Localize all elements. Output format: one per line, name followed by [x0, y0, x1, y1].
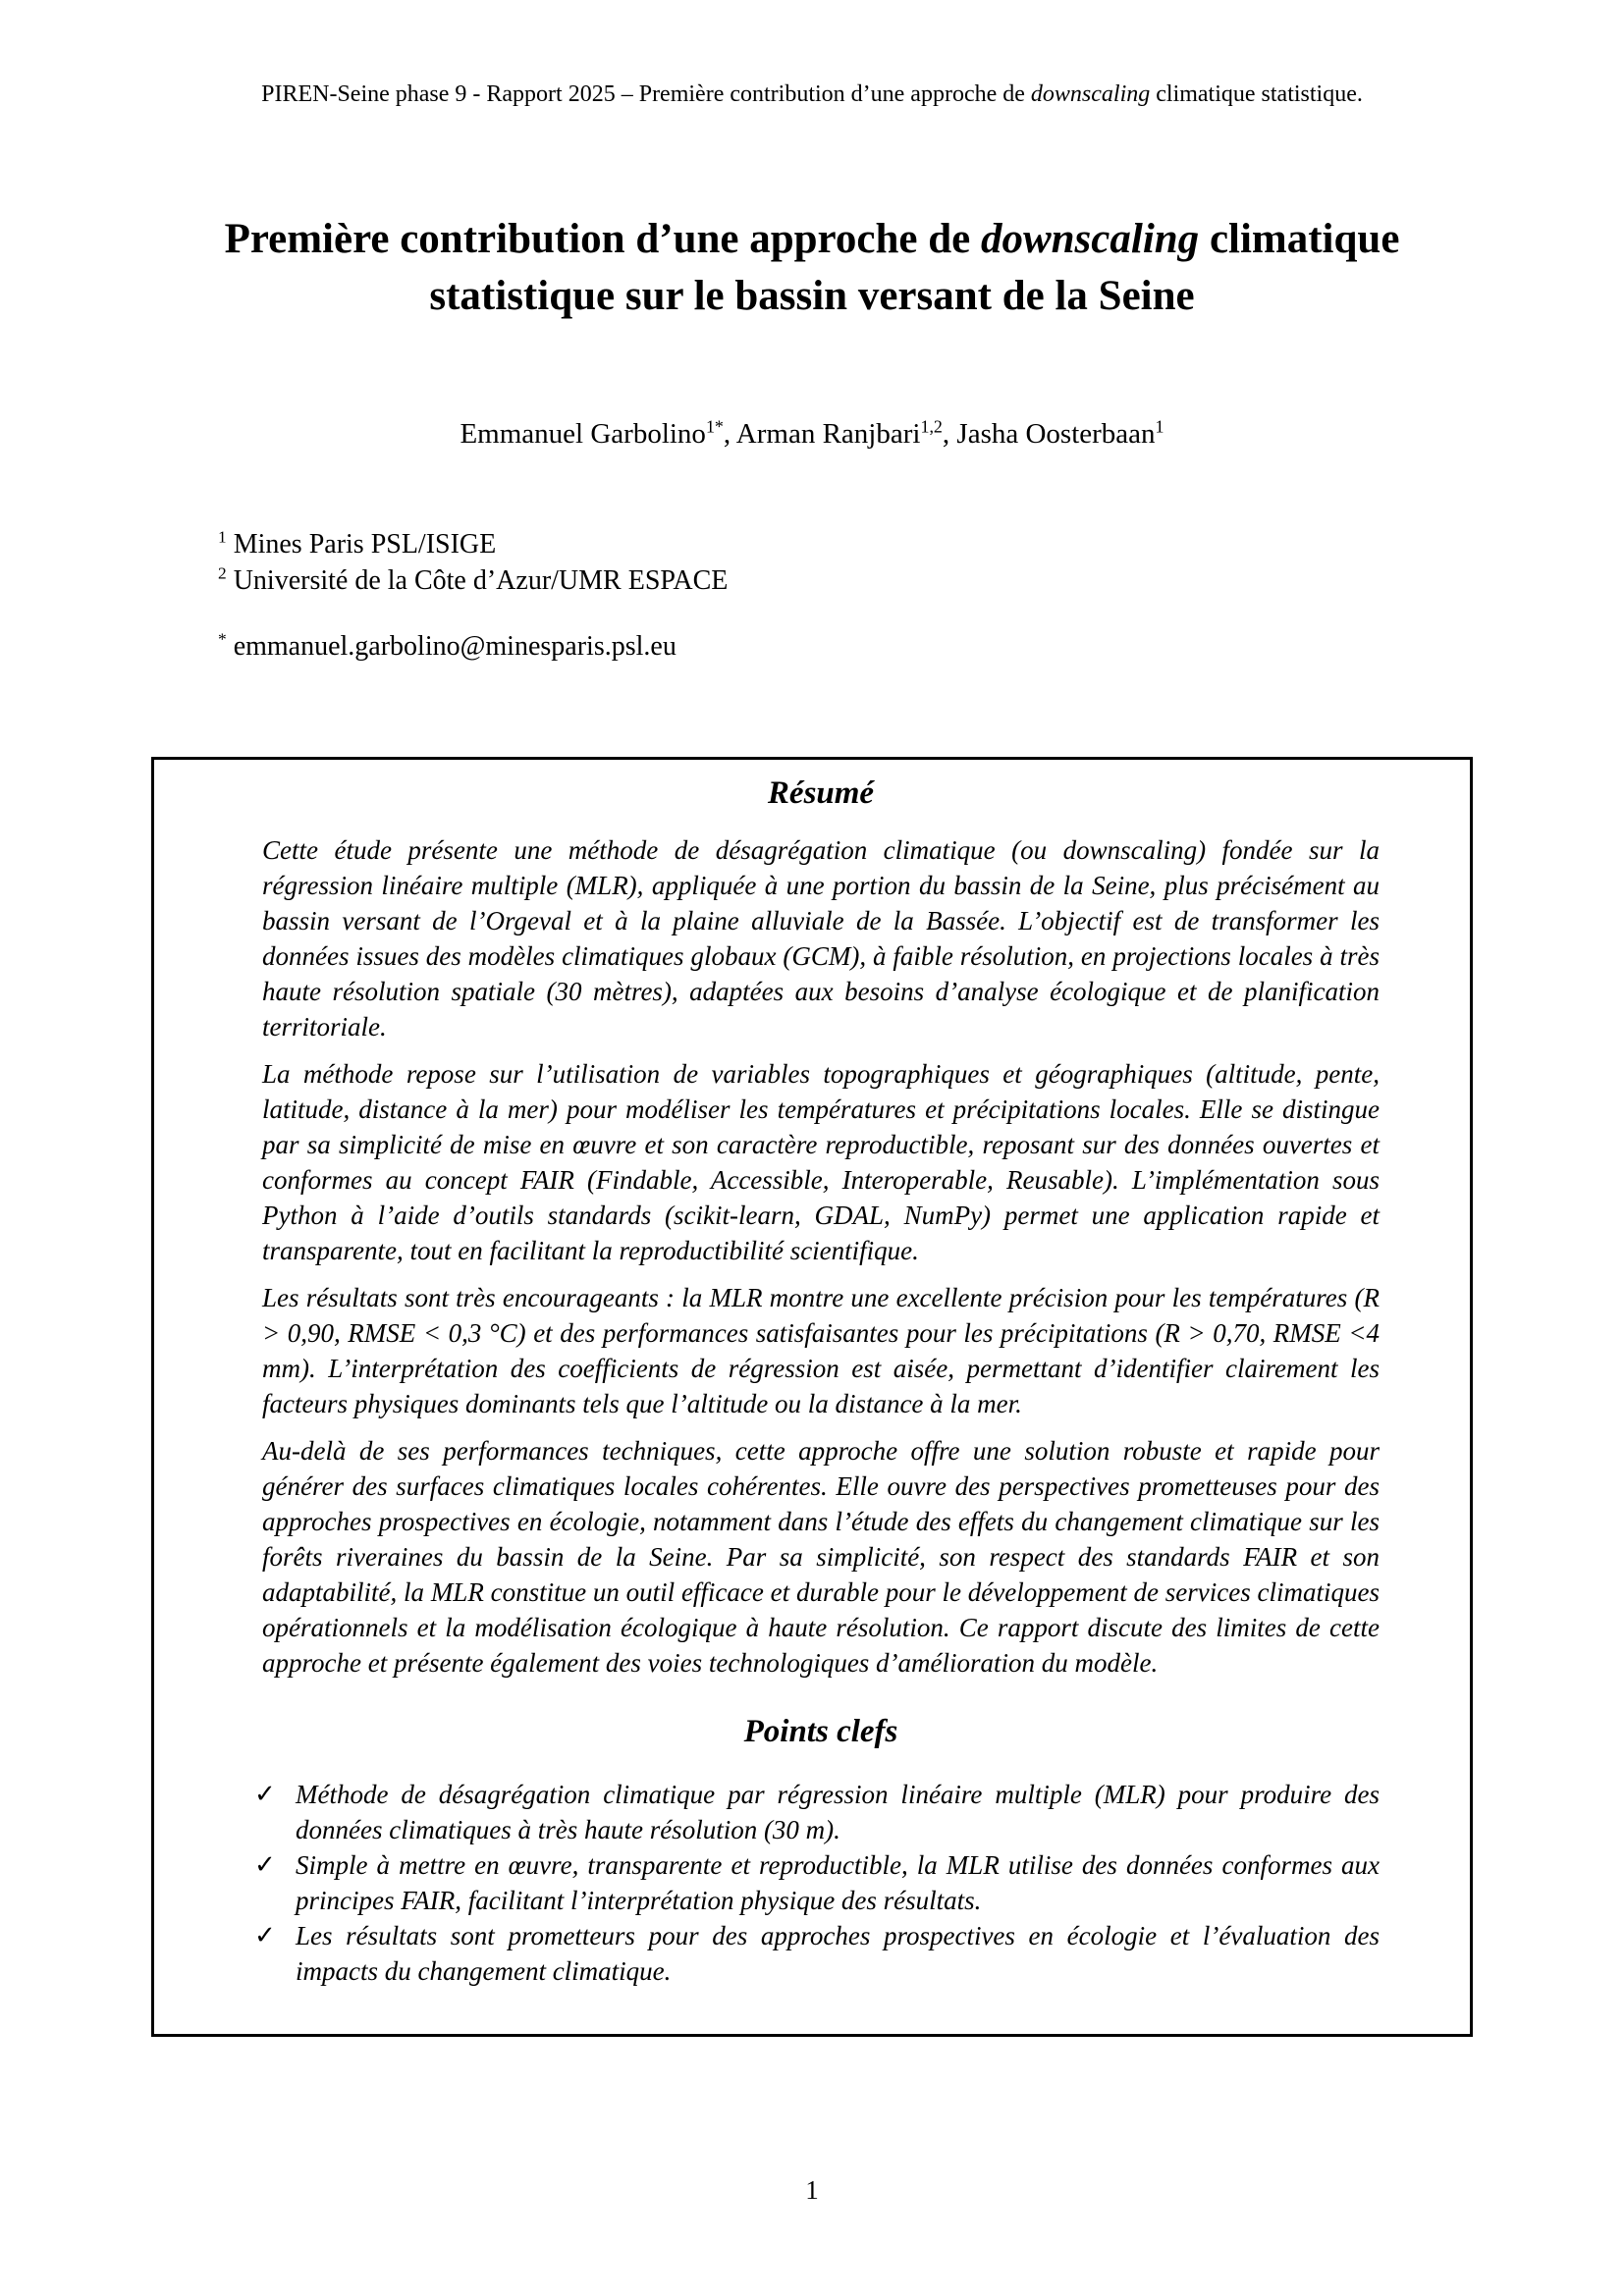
abstract-paragraph-1: Cette étude présente une méthode de désagrégation climatique (ou downscaling) fondée sur la régression linéaire multiple (MLR), appliquée à une portion du bassin de la Seine, plus précisément au bassin versant de l’Orgeval et à la plaine alluviale de la Bassée. L’objectif est de transformer les données issues des modèles climatiques globaux (GCM), à faible résolution, en projections locales à très haute résolution spatiale (30 mètres), adaptées aux besoins d’analyse écologique et de planification territoriale. [262, 834, 1380, 1041]
checkmark-icon: ✓ [254, 1920, 276, 1949]
keypoint-item-3 [254, 1918, 1380, 1989]
running-header-italic: downscaling [1030, 81, 1151, 107]
title-tail: climatique statistique sur le bassin versant de la Seine [429, 215, 1400, 320]
author-1: Emmanuel Garbolino$^{1*}$ [460, 416, 724, 450]
author-2-superscript: 1,2 [920, 416, 943, 437]
author-3: , Jasha Oosterbaan$^1$ [942, 416, 1164, 450]
abstract-heading: Résumé [767, 774, 875, 811]
checkmark-icon: ✓ [254, 1779, 276, 1808]
author-1-superscript: 1* [705, 416, 724, 437]
keypoint-item-2 [254, 1847, 1380, 1918]
checkmark-icon: ✓ [254, 1849, 276, 1879]
title-italic: downscaling [980, 215, 1200, 262]
keypoints-heading: Points clefs [743, 1713, 898, 1749]
abstract-paragraph-3: Les résultats sont très encourageants : la MLR montre une excellente précision pour les températures (R > 0,90, RMSE < 0,3 °C) et des performances satisfaisantes pour les précipitations (R > 0,70, RMSE <4 mm). L’interprétation des coefficients de régression est aisée, permettant d’identifier clairement les facteurs physiques dominants tels que l’altitude ou la distance à la mer. [262, 1282, 1380, 1418]
abstract-box [151, 757, 1473, 2037]
keypoint-item-1 [254, 1777, 1380, 1847]
abstract-paragraph-2: La méthode repose sur l’utilisation de variables topographiques et géographiques (altitude, pente, latitude, distance à la mer) pour modéliser les températures et précipitations locales. Elle se distingue par sa simplicité de mise en œuvre et son caractère reproductible, reposant sur des données ouvertes et conformes au concept FAIR (Findable, Accessible, Interoperable, Reusable). L’implémentation sous Python à l’aide d’outils standards (scikit-learn, GDAL, NumPy) permet une application rapide et transparente, tout en facilitant la reproductibilité scientifique. [262, 1058, 1380, 1265]
keypoint-text-3: Les résultats sont prometteurs pour des approches prospectives en écologie et l’évaluation des impacts du changement climatique. [296, 1920, 1380, 1986]
contact-marker: * [218, 629, 227, 649]
affiliation-2-text: Université de la Côte d’Azur/UMR ESPACE [226, 564, 729, 596]
page-number: 1 [805, 2175, 819, 2205]
affiliation-2 [218, 563, 1624, 600]
affiliations-block [218, 527, 1624, 600]
affiliation-1 [218, 527, 1624, 563]
affiliation-1-marker: 1 [218, 527, 227, 547]
author-2: , Arman Ranjbari$^{1,2}$ [723, 416, 943, 450]
affiliation-2-marker: 2 [218, 563, 227, 583]
running-header-tail: climatique statistique. [1150, 81, 1363, 107]
title-text: Première contribution d’une approche de [224, 215, 981, 262]
page-title [184, 211, 1440, 326]
affiliation-1-text: Mines Paris PSL/ISIGE [226, 528, 497, 560]
keypoint-text-2: Simple à mettre en œuvre, transparente et reproductible, la MLR utilise des données conformes aux principes FAIR, facilitant l’interprétation physique des résultats. [296, 1849, 1380, 1915]
keypoint-text-1: Méthode de désagrégation climatique par régression linéaire multiple (MLR) pour produire des données climatiques à très haute résolution (30 m). [296, 1779, 1380, 1844]
contact-email: emmanuel.garbolino@minesparis.psl.eu [226, 630, 677, 662]
authors-line [0, 418, 1624, 451]
author-3-superscript: 1 [1155, 416, 1164, 437]
contact-email-line [218, 631, 1624, 663]
running-header [0, 0, 1624, 109]
running-header-text: PIREN-Seine phase 9 - Rapport 2025 – Première contribution d’une approche de [261, 81, 1031, 107]
abstract-paragraph-4: Au-delà de ses performances techniques, cette approche offre une solution robuste et rapide pour générer des surfaces climatiques locales cohérentes. Elle ouvre des perspectives prometteuses pour des approches prospectives en écologie, notamment dans l’étude des effets du changement climatique sur les forêts riveraines du bassin de la Seine. Par sa simplicité, son respect des standards FAIR et son adaptabilité, la MLR constitue un outil efficace et durable pour le développement de services climatiques opérationnels et la modélisation écologique à haute résolution. Ce rapport discute des limites de cette approche et présente également des voies technologiques d’amélioration du modèle. [262, 1435, 1380, 1678]
